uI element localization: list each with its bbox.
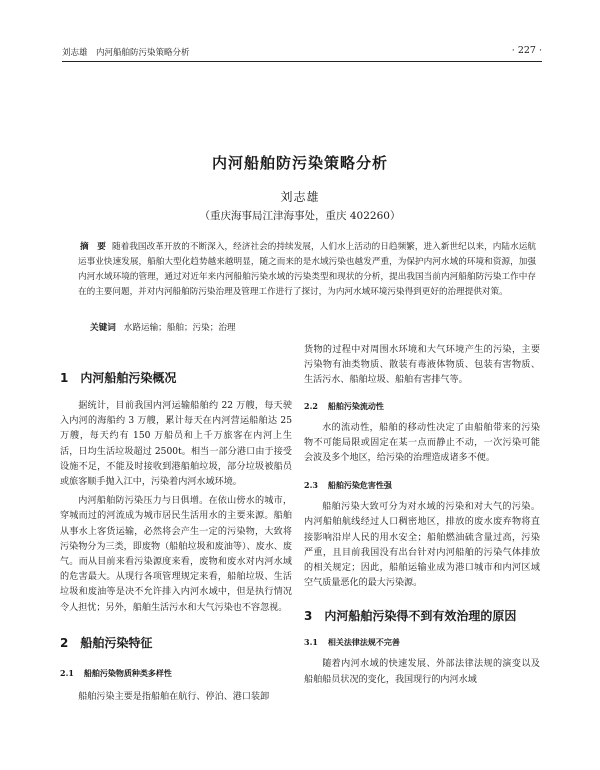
- paragraph: 内河船舶防污染压力与日俱增。在依山傍水的城市，穿城而过的河流成为城市居民生活用水的主要来源。船舶从事水上客货运输，必然将会产生一定的污染物，大致将污染物分为三类，即废物（船舶垃圾和废油等）、废水、废气。而从目前来看污染源度来看，废物和废水对内河水域的危害最大。从现行各项管理规定来看，船舶垃圾、生活垃圾和废油等是决不允许排入内河水域中，但是执行情况令人担忧；另外，船舶生活污水和大气污染也不容忽视。: [60, 496, 292, 613]
- subsection-2-2-heading: [304, 399, 540, 413]
- subsection-2-3-heading: [304, 478, 540, 492]
- paragraph: 据统计，目前我国内河运输船舶约 22 万艘，每天驶入内河的海船约 3 万艘，累计每天在内河营运船舶达 25 万艘，每天约有 150 万船员和上千万旅客在内河上生活，日均生活垃圾超过 2500t。相当一部分港口由于接受设施不足，不能及时接收到港船舶垃圾，部分垃圾被船员或旅客顺手抛入江中，污染着内河水域环境。: [60, 401, 292, 488]
- author-affiliation: （重庆海事局江津海事处，重庆 402260）: [199, 210, 401, 222]
- subsection-number: 2.1: [60, 667, 74, 678]
- section-title: 船舶污染特征: [80, 635, 153, 650]
- author-name: 刘志雄: [280, 190, 320, 204]
- left-column: [60, 343, 292, 705]
- paragraph: 货物的过程中对周围水环境和大气环境产生的污染，主要污染物有油类物质、散装有毒液体物质、包装有害物质、生活污水、船舶垃圾、船舶有害排气等。: [304, 345, 540, 386]
- section-number: 2: [60, 635, 69, 650]
- subsection-3-1-heading: [304, 635, 540, 649]
- section-title: 内河船舶污染概况: [80, 371, 177, 385]
- section-number: 3: [304, 609, 313, 624]
- subsection-title: 船舶污染物质种类多样性: [83, 667, 172, 678]
- subsection-number: 3.1: [304, 637, 318, 648]
- paragraph: 随着内河水域的快速发展、外部法律法规的演变以及船舶船员状况的变化，我国现行的内河水域: [304, 659, 540, 685]
- section-title: 内河船舶污染得不到有效治理的原因: [324, 609, 517, 624]
- subsection-number: 2.2: [304, 400, 318, 411]
- paragraph: 船舶污染大致可分为对水域的污染和对大气的污染。内河船舶航线经过人口稠密地区，排放的废水废弃物将直接影响沿岸人民的用水安全；船舶燃油硫含量过高，污染严重，且目前我国没有出台针对内河船舶的污染气体排放的相关规定；因此，船舶运输业成为港口城市和内河区域空气质量恶化的最大污染源。: [304, 502, 540, 589]
- right-column: [304, 343, 540, 688]
- keywords: [90, 321, 530, 336]
- running-header-left: 刘志雄 内河船舶防污染策略分析: [62, 48, 190, 58]
- keywords-label: 关键词: [90, 323, 116, 333]
- subsection-title: 船舶污染危害性强: [327, 480, 392, 491]
- keywords-text: 水路运输；船舶；污染；治理: [123, 323, 236, 333]
- paragraph: 船舶污染主要是指船舶在航行、停泊、港口装卸: [78, 691, 270, 702]
- section-number: 1: [60, 371, 69, 385]
- abstract-label: 摘 要: [80, 242, 106, 252]
- section-2-heading: [60, 634, 292, 652]
- subsection-2-1-heading: [60, 666, 292, 680]
- section-3-heading: [304, 607, 540, 625]
- paragraph: 水的流动性，船舶的移动性决定了由船舶带来的污染物不可能局限或固定在某一点而静止不动，一次污染可能会波及多个地区，给污染的治理造成诸多不便。: [304, 422, 540, 464]
- abstract: [78, 240, 536, 300]
- section-1-heading: [60, 369, 292, 387]
- running-header: [62, 44, 542, 60]
- abstract-text: 随着我国改革开放的不断深入，经济社会的持续发展，人们水上活动的日趋频繁，进入新世纪以来，内陆水运航运事业快速发展，船舶大型化趋势越来越明显，随之而来的是水域污染也越发严重，为保护内河水域的环境和资源，加强内河水域环境的管理，通过对近年来内河船舶污染水域的污染类型和现状的分析，提出我国当前内河船舶防污染工作中存在的主要问题，并对内河船舶防污染治理及管理工作进行了探讨，为内河水域环境污染得到更好的治理提供对策。: [78, 242, 536, 297]
- subsection-number: 2.3: [304, 480, 318, 491]
- subsection-title: 船舶污染流动性: [327, 400, 384, 411]
- header-rule: [62, 61, 542, 62]
- paper-title: 内河船舶防污染策略分析: [211, 154, 388, 172]
- subsection-title: 相关法律法规不完善: [327, 637, 400, 648]
- page-number: · 227 ·: [511, 45, 542, 56]
